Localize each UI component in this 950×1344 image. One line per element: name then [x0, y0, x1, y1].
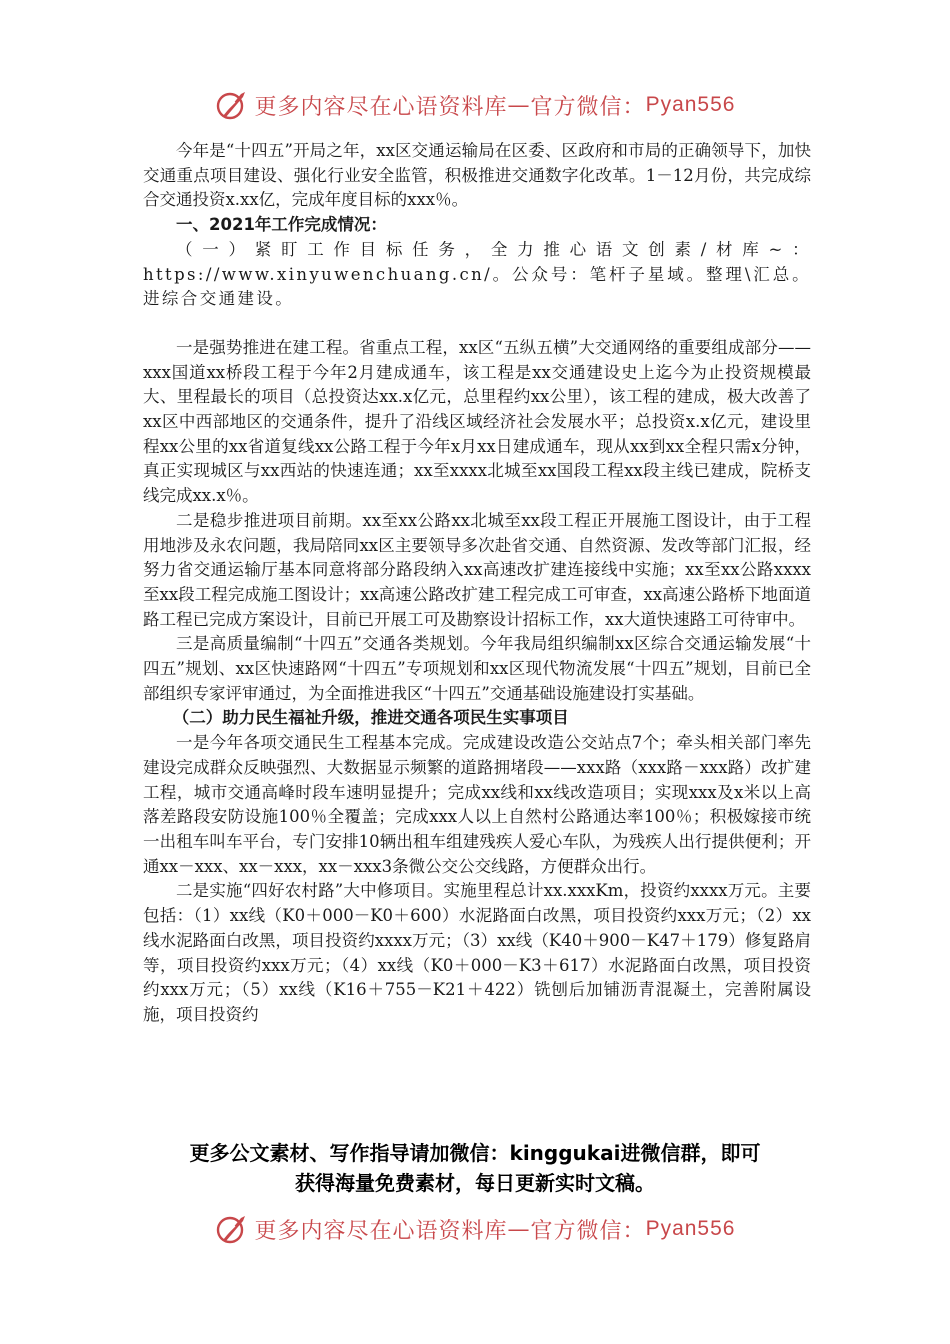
section-heading-2021: 一、2021年工作完成情况：: [176, 215, 387, 235]
promo-line-1: 更多公文素材、写作指导请加微信：kinggukai进微信群，即可: [189, 1141, 761, 1165]
watermark-header: [0, 88, 950, 122]
paragraph-construction: 一是强势推进在建工程。省重点工程，xx区“五纵五横”大交通网络的重要组成部分——xxx国道xx桥段工程于今年2月建成通车，该工程是xx交通建设史上迄今为止投资规模最大、里程最长的项目（总投资达xx.x亿元，总里程约xx公里），该工程的建成，极大改善了xx区中西部地区的交通条件，提升了沿线区域经济社会发展水平；总投资x.x亿元，建设里程xx公里的xx省道复线xx公路工程于今年x月xx日建成通车，现从xx到xx全程只需x分钟，真正实现城区与xx西站的快速连通；xx至xxxx北城至xx国段工程xx段主线已建成，院桥支线完成xx.x％。: [143, 337, 811, 506]
paragraph-intro: 今年是“十四五”开局之年，xx区交通运输局在区委、区政府和市局的正确领导下，加快交通重点项目建设、强化行业安全监管，积极推进交通数字化改革。1－12月份，共完成综合交通投资x.xx亿，完成年度目标的xxx％。: [143, 141, 811, 210]
watermark-wechat-id: Pyan556: [645, 1217, 736, 1240]
watermark-brand: 更多内容尽在心语资料库: [254, 94, 508, 120]
watermark-dash: —: [507, 92, 531, 118]
document-body: [143, 139, 811, 1028]
paragraph-subsection-1: （一）紧盯工作目标任务，全力推心语文创素/材库~：https://www.xinyuwenchuang.cn/。公众号：笔杆子星域。整理\汇总。进综合交通建设。: [143, 239, 811, 309]
subsection-heading-livelihood: （二）助力民生福祉升级，推进交通各项民生实事项目: [172, 708, 569, 728]
watermark-footer: [0, 1212, 950, 1246]
paragraph-livelihood-projects: 一是今年各项交通民生工程基本完成。完成建设改造公交站点7个；牵头相关部门率先建设完成群众反映强烈、大数据显示频繁的道路拥堵段——xxx路（xxx路－xxx路）改扩建工程，城市交通高峰时段车速明显提升；完成xx线和xx线改造项目；实现xxx及x米以上高落差路段安防设施100％全覆盖；完成xxx人以上自然村公路通达率100％；积极嫁接市统一出租车叫车平台，专门安排10辆出租车组建残疾人爱心车队，为残疾人出行提供便利；开通xx－xxx、xx－xxx，xx－xxx3条微公交公交线路，方便群众出行。: [143, 733, 811, 876]
paragraph-preliminary: 二是稳步推进项目前期。xx至xx公路xx北城至xx段工程正开展施工图设计，由于工程用地涉及永农问题，我局陪同xx区主要领导多次赴省交通、自然资源、发改等部门汇报，经努力省交通运输厅基本同意将部分路段纳入xx高速改扩建连接线中实施；xx至xx公路xxxx至xx段工程完成施工图设计；xx高速公路改扩建工程完成工可审查，xx高速公路桥下地面道路工程已完成方案设计，目前已开展工可及勘察设计招标工作，xx大道快速路工可待审中。: [143, 510, 811, 629]
watermark-wechat-id: Pyan556: [645, 93, 736, 116]
watermark-dash: —: [507, 1216, 531, 1242]
watermark-brand: 更多内容尽在心语资料库: [254, 1218, 508, 1244]
watermark-wechat-label: 官方微信：: [530, 1218, 646, 1244]
quill-pen-logo-icon: [215, 88, 249, 122]
watermark-wechat-label: 官方微信：: [530, 94, 646, 120]
paragraph-planning: 三是高质量编制“十四五”交通各类规划。今年我局组织编制xx区综合交通运输发展“十四五”规划、xx区快速路网“十四五”专项规划和xx区现代物流发展“十四五”规划，目前已全部组织专家评审通过，为全面推进我区“十四五”交通基础设施建设打实基础。: [143, 634, 811, 703]
quill-pen-logo-icon: [215, 1212, 249, 1246]
promo-banner: [0, 1138, 950, 1198]
promo-line-2: 获得海量免费素材，每日更新实时文稿。: [295, 1171, 655, 1195]
paragraph-rural-roads: 二是实施“四好农村路”大中修项目。实施里程总计xx.xxxKm，投资约xxxx万元。主要包括：（1）xx线（K0＋000－K0＋600）水泥路面白改黑，项目投资约xxx万元；（2）xx线水泥路面白改黑，项目投资约xxxx万元；（3）xx线（K40＋900－K47＋179）修复路肩等，项目投资约xxx万元；（4）xx线（K0＋000－K3＋617）水泥路面白改黑，项目投资约xxx万元；（5）xx线（K16＋755－K21＋422）铣刨后加铺沥青混凝土，完善附属设施，项目投资约: [143, 881, 811, 1024]
